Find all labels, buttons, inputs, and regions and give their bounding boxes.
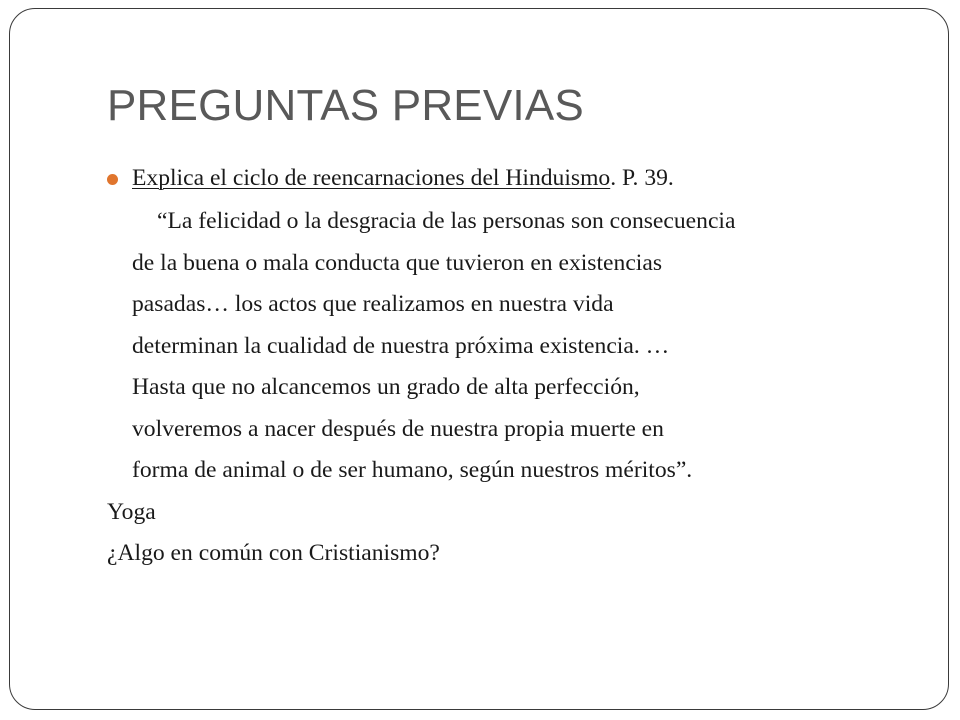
slide-title: PREGUNTAS PREVIAS (107, 81, 584, 130)
quote-line-4: determinan la cualidad de nuestra próxima existencia. … (132, 332, 670, 359)
quote-line-6: volveremos a nacer después de nuestra propia muerte en (132, 415, 664, 442)
bullet-page-reference: . P. 39. (610, 165, 674, 191)
slide-body (107, 160, 907, 575)
bullet-underlined-text: Explica el ciclo de reencarnaciones del Hinduismo (132, 165, 611, 191)
yoga-line: Yoga (107, 498, 156, 525)
bullet-dot-icon (107, 174, 118, 185)
quote-line-2: de la buena o mala conducta que tuvieron en existencias (132, 249, 662, 276)
question-line: ¿Algo en común con Cristianismo? (107, 540, 440, 566)
quote-line-7: forma de animal o de ser humano, según nuestros méritos”. (132, 457, 693, 483)
quote-line-3: pasadas… los actos que realizamos en nuestra vida (132, 291, 614, 317)
quote-line-5: Hasta que no alcancemos un grado de alta perfección, (132, 374, 640, 400)
bullet-item (107, 160, 907, 196)
quote-line-1: “La felicidad o la desgracia de las personas son consecuencia (157, 208, 736, 234)
